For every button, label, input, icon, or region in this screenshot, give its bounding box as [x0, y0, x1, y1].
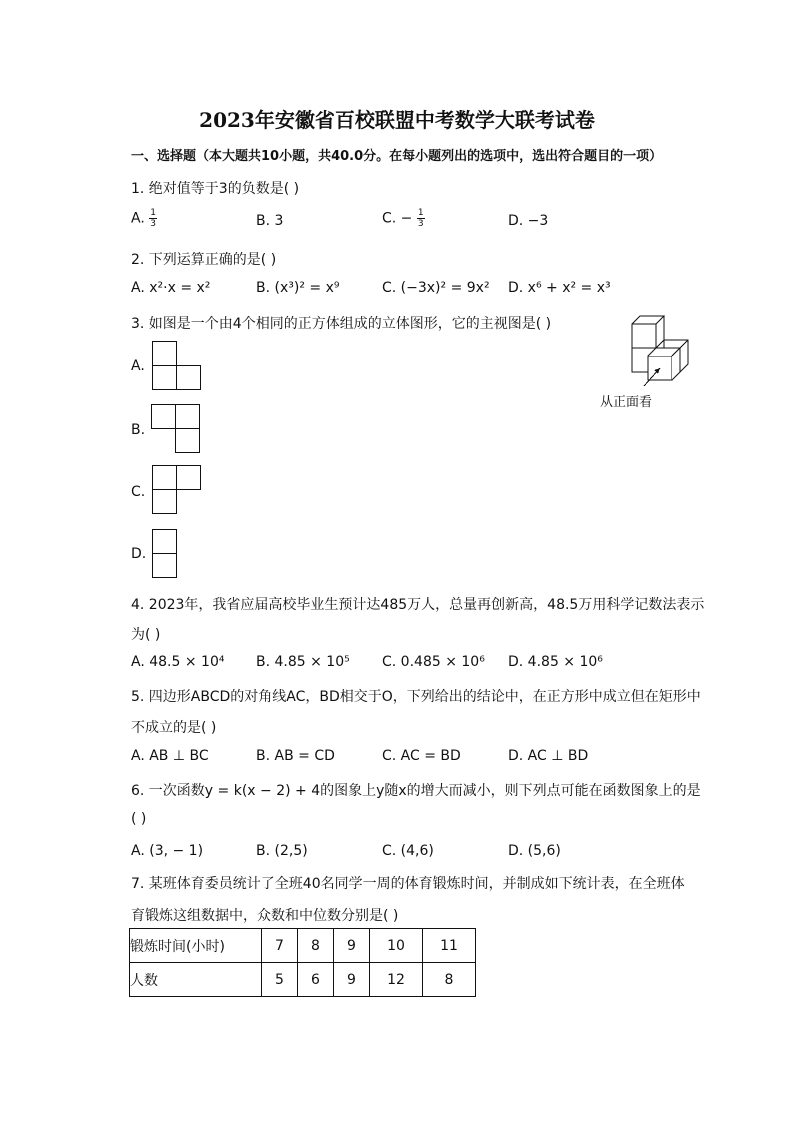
table-cell: 11	[423, 929, 476, 963]
table-row-header: 人数	[130, 963, 262, 997]
question-4-stem-line2: 为( )	[131, 627, 161, 643]
exercise-stats-table	[129, 928, 476, 997]
q3-option-a[interactable]: A.	[131, 358, 145, 374]
option-b-view[interactable]	[150, 403, 202, 453]
q1-option-a[interactable]	[131, 208, 157, 229]
question-3-stem: 3. 如图是一个由4个相同的正方体组成的立体图形，它的主视图是( )	[131, 316, 552, 332]
question-7-stem-line1: 7. 某班体育委员统计了全班40名同学一周的体育锻炼时间，并制成如下统计表，在全班体	[131, 876, 685, 892]
question-7-stem-line2: 育锻炼这组数据中，众数和中位数分别是( )	[131, 908, 399, 924]
q1-option-c[interactable]	[382, 208, 425, 229]
q3-option-d[interactable]: D.	[131, 546, 147, 562]
question-1-stem: 1. 绝对值等于3的负数是( )	[131, 181, 300, 197]
q1-option-b[interactable]: B. 3	[256, 213, 284, 229]
table-row	[130, 963, 476, 997]
q4-option-a[interactable]: A. 48.5 × 10⁴	[131, 654, 225, 670]
table-cell: 9	[334, 963, 370, 997]
question-2-stem: 2. 下列运算正确的是( )	[131, 252, 277, 268]
option-d-view[interactable]	[151, 528, 179, 578]
table-cell: 10	[370, 929, 423, 963]
table-cell: 8	[298, 929, 334, 963]
q5-option-d[interactable]: D. AC ⊥ BD	[508, 748, 589, 764]
question-6-stem-line1: 6. 一次函数y = k(x − 2) + 4的图象上y随x的增大而减小，则下列点可能在函数图象上的是	[131, 783, 701, 799]
option-c-view[interactable]	[151, 464, 203, 514]
q4-option-b[interactable]: B. 4.85 × 10⁵	[256, 654, 350, 670]
table-cell: 12	[370, 963, 423, 997]
figure-caption: 从正面看	[600, 395, 653, 410]
table-row	[130, 929, 476, 963]
table-cell: 5	[262, 963, 298, 997]
q2-option-d[interactable]: D. x⁶ + x² = x³	[508, 280, 611, 296]
option-label: A.	[131, 210, 145, 227]
table-cell: 7	[262, 929, 298, 963]
table-cell: 9	[334, 929, 370, 963]
q3-option-c[interactable]: C.	[131, 484, 146, 500]
question-5-stem-line1: 5. 四边形ABCD的对角线AC，BD相交于O，下列给出的结论中，在正方形中成立但在矩形中	[131, 689, 701, 705]
q5-option-b[interactable]: B. AB = CD	[256, 748, 335, 764]
q2-option-a[interactable]: A. x²·x = x²	[131, 280, 211, 296]
q6-option-d[interactable]: D. (5,6)	[508, 843, 561, 859]
table-cell: 6	[298, 963, 334, 997]
q6-option-c[interactable]: C. (4,6)	[382, 843, 434, 859]
table-cell: 8	[423, 963, 476, 997]
fraction: $\frac{1}{3}$	[417, 208, 424, 229]
q1-option-d[interactable]: D. −3	[508, 213, 549, 229]
question-4-stem-line1: 4. 2023年，我省应届高校毕业生预计达485万人，总量再创新高，48.5万用科学记数法表示	[131, 597, 705, 613]
q4-option-c[interactable]: C. 0.485 × 10⁶	[382, 654, 485, 670]
q2-option-c[interactable]: C. (−3x)² = 9x²	[382, 280, 490, 296]
q2-option-b[interactable]: B. (x³)² = x⁹	[256, 280, 340, 296]
q4-option-d[interactable]: D. 4.85 × 10⁶	[508, 654, 603, 670]
q6-option-b[interactable]: B. (2,5)	[256, 843, 308, 859]
q5-option-a[interactable]: A. AB ⊥ BC	[131, 748, 209, 764]
q3-option-b[interactable]: B.	[131, 422, 146, 438]
q5-option-c[interactable]: C. AC = BD	[382, 748, 461, 764]
question-6-stem-line2: ( )	[131, 811, 147, 827]
option-label: C. −	[382, 210, 413, 227]
question-5-stem-line2: 不成立的是( )	[131, 720, 217, 736]
table-row-header: 锻炼时间(小时)	[130, 929, 262, 963]
fraction: $\frac{1}{3}$	[150, 208, 156, 229]
q6-option-a[interactable]: A. (3, − 1)	[131, 843, 204, 859]
option-a-view[interactable]	[151, 340, 203, 390]
section-heading: 一、选择题（本大题共10小题，共40.0分。在每小题列出的选项中，选出符合题目的一项）	[131, 149, 663, 164]
exam-title: 2023年安徽省百校联盟中考数学大联考试卷	[199, 108, 595, 132]
